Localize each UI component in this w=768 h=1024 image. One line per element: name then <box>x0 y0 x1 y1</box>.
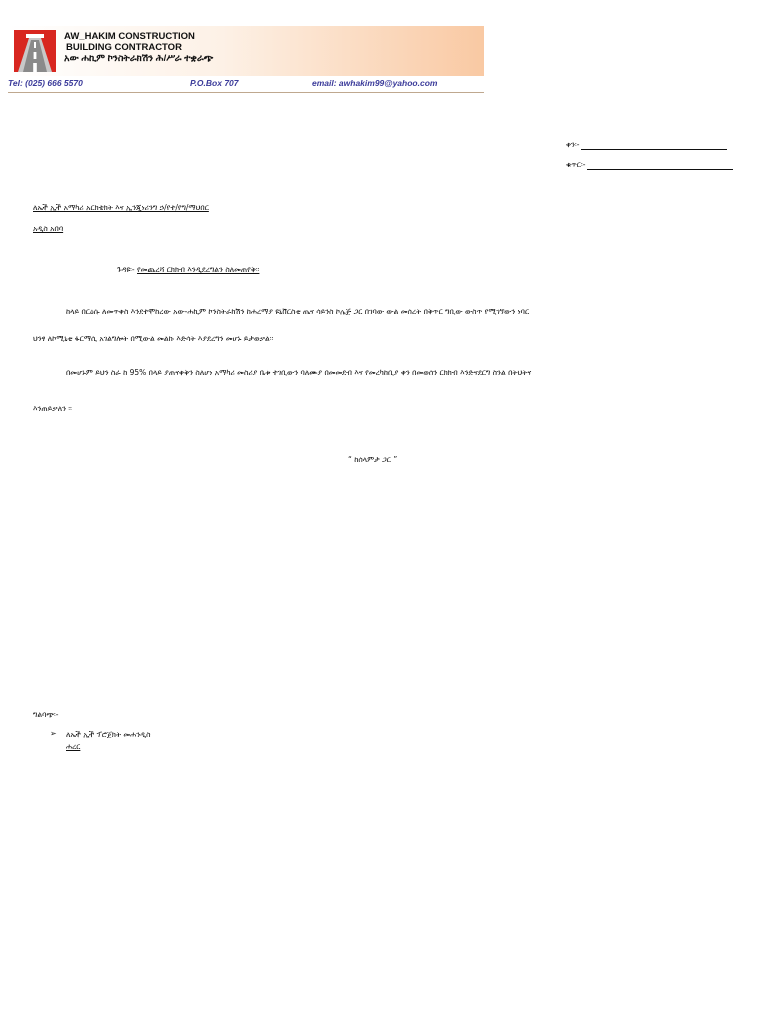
cc-recipient: ለኤች ኢች ፕሮጀክት መሐንዲስ <box>66 730 151 739</box>
header-divider <box>8 92 484 93</box>
date-field <box>566 140 727 150</box>
date-blank-line <box>581 142 727 150</box>
company-name-line1: AW_HAKIM CONSTRUCTION <box>64 31 195 42</box>
recipient-line1: ለኤች ኢች አማካሪ አርክቴክት እና ኢንጂነሪንግ ኃ/የተ/የግ/ማህበር <box>33 203 209 212</box>
closing-greeting: “ ከሰላምታ ጋር ” <box>348 455 398 464</box>
reference-label: ቁጥር፡- <box>566 160 586 169</box>
arrow-bullet-icon: ➢ <box>50 729 57 738</box>
company-name-line2: BUILDING CONTRACTOR <box>66 42 182 53</box>
reference-number-field <box>566 160 733 170</box>
road-logo-icon <box>14 30 56 72</box>
body-paragraph2-line2: እንጠይቃለን ፡፡ <box>33 404 72 413</box>
reference-blank-line <box>587 162 733 170</box>
body-paragraph2-line1: በመሆኑም ይህን ስራ ከ 95% በላይ ያጠናቀቅን ስለሆነ አማካሪ መስሪያ ቤቱ ተገቢውን ባለሙያ በመመደብ እና የመረካከቢያ ቀን በመወሰን ርክክብ እንድናደርግ ስንል በትህትና <box>66 368 532 377</box>
body-paragraph1-line2: ህንፃ ለኮሚኒቲ ፋርማሲ አገልግሎት በሚውል መልኩ እድሳት እያደረግን መሆኑ ይታወቃል፡፡ <box>33 334 274 343</box>
company-name-block <box>64 31 213 64</box>
phone-number: Tel: (025) 666 5570 <box>8 78 83 88</box>
subject-label: ጉዳዩ፡- <box>117 265 135 274</box>
po-box: P.O.Box 707 <box>190 78 239 88</box>
recipient-line2: አዲስ አበባ <box>33 224 64 233</box>
subject-line <box>117 265 259 275</box>
cc-label: ግልባጭ፡- <box>33 710 59 719</box>
date-label: ቀን፡- <box>566 140 580 149</box>
email-address: email: awhakim99@yahoo.com <box>312 78 438 88</box>
body-paragraph1-line1: ከላይ በርዕሱ ለመጥቀስ እንደተሞከረው አው-ሐኪም ኮንስትራክሽን ከሐረማያ ዩኒቨርስቲ ጤና ሳይንስ ኮሌጅ ጋር በገባው ውል መሰረት በቅጥር ግቢው ውስጥ የሚገኘውን ነባር <box>66 307 530 316</box>
subject-text: የመጨረሻ ርክክብ እንዲደረግልን ስለመጠየቅ፡፡ <box>137 265 260 274</box>
company-name-amharic: አው ሐኪም ኮንስትራክሽን ሕ/ሥራ ተቋራጭ <box>64 53 214 64</box>
cc-recipient-city: ሐረር <box>66 742 81 751</box>
